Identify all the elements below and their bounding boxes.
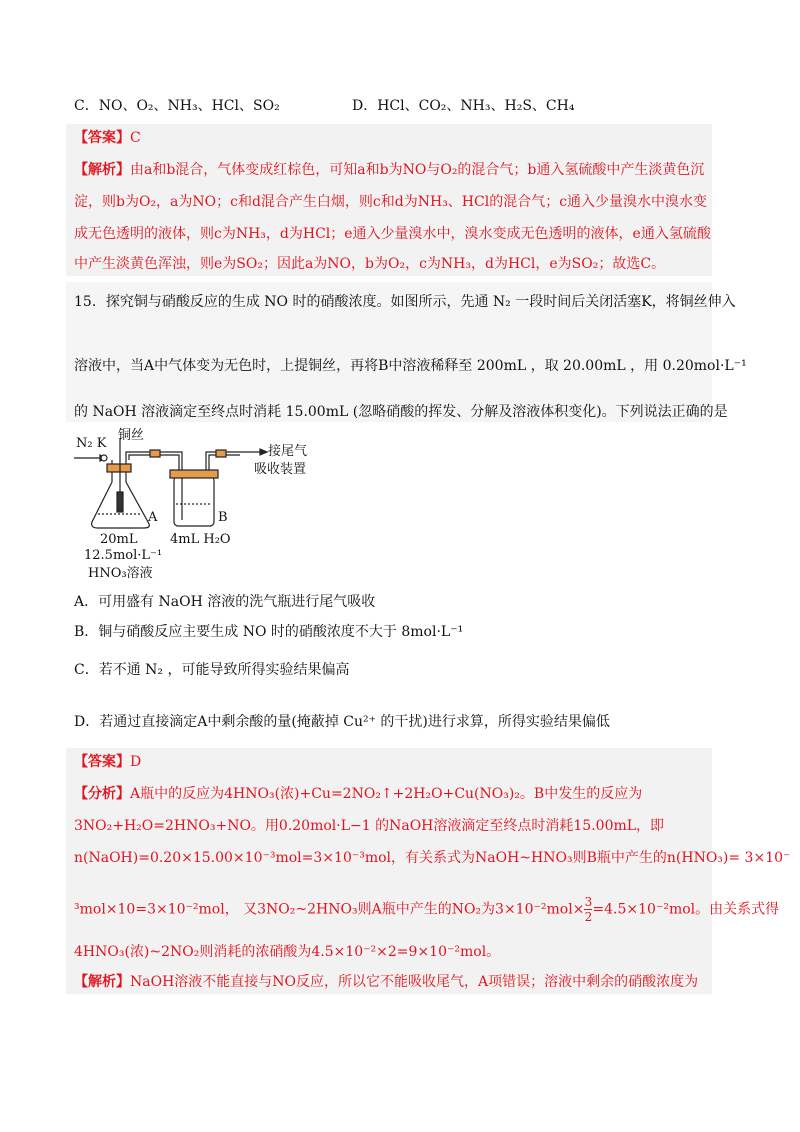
fraction-numerator: 3 (584, 895, 593, 909)
explain-text: NaOH溶液不能直接与NO反应，所以它不能吸收尾气，A项错误；溶液中剩余的硝酸浓度为 (130, 974, 699, 990)
fig-acid-a: HNO₃溶液 (88, 566, 153, 581)
option-b: B．铜与硝酸反应主要生成 NO 时的硝酸浓度不大于 8mol·L⁻¹ (74, 624, 464, 640)
answer-value: C (130, 130, 141, 146)
analysis-label: 【分析】 (74, 786, 130, 802)
analysis-q15-line-1 (74, 784, 642, 804)
fig-label-b: B (218, 510, 228, 525)
analysis-line-3: 成无色透明的液体，则c为NH₃，d为HCl；e通入少量溴水中，溴水变成无色透明的液体，e通入氢硫酸 (74, 226, 711, 242)
fig-tail: 接尾气 (268, 444, 308, 459)
analysis-q15-line-4 (74, 896, 779, 923)
copper-wire (117, 492, 123, 512)
fig-vol-a: 20mL (100, 532, 138, 547)
analysis-q15-line-3: n(NaOH)=0.20×15.00×10⁻³mol=3×10⁻³mol，有关系式为NaOH~HNO₃则B瓶中产生的n(HNO₃)= 3×10⁻ (74, 850, 791, 866)
analysis-line-2: 淀，则b为O₂，a为NO；c和d混合产生白烟，则c和d为NH₃、HCl的混合气；c通入少量溴水中溴水变 (74, 194, 708, 210)
answer-q14 (74, 128, 141, 148)
explain-q15-line-1 (74, 972, 698, 992)
option-a: A．可用盛有 NaOH 溶液的洗气瓶进行尾气吸收 (74, 594, 376, 610)
analysis-text: A瓶中的反应为4HNO₃(浓)+Cu=2NO₂↑+2H₂O+Cu(NO₃)₂。B中发生的反应为 (130, 786, 643, 802)
answer-value: D (130, 754, 142, 770)
fig-water-b: 4mL H₂O (170, 532, 231, 547)
fig-absorb: 吸收装置 (254, 462, 307, 477)
analysis-text: 由a和b混合，气体变成红棕色，可知a和b为NO与O₂的混合气；b通入氢硫酸中产生淡黄色沉 (130, 162, 705, 178)
analysis-text: =4.5×10⁻²mol。由关系式得 (592, 901, 780, 918)
outlet-arrowhead-icon (260, 449, 267, 455)
option-d-prev: D．HCl、CO₂、NH₃、H₂S、CH₄ (352, 98, 575, 114)
option-d: D．若通过直接滴定A中剩余酸的量(掩蔽掉 Cu²⁺ 的干扰)进行求算，所得实验结果偏低 (74, 714, 610, 730)
analysis-line-4: 中产生淡黄色浑浊，则e为SO₂；因此a为NO，b为O₂，c为NH₃，d为HCl，e为SO₂；故选C。 (74, 256, 666, 272)
fig-label-a: A (148, 510, 158, 525)
answer-q15 (74, 752, 141, 772)
analysis-text: ³mol×10=3×10⁻²mol， 又3NO₂~2HNO₃则A瓶中产生的NO₂为3×10⁻²mol× (74, 901, 585, 918)
analysis-q15-line-5: 4HNO₃(浓)~2NO₂则消耗的浓硝酸为4.5×10⁻²×2=9×10⁻²mol。 (74, 944, 501, 960)
fig-copper: 铜丝 (118, 428, 145, 443)
fig-conc-a: 12.5mol·L⁻¹ (84, 548, 163, 563)
option-c-prev: C．NO、O₂、NH₃、HCl、SO₂ (74, 98, 280, 114)
answer-label: 【答案】 (74, 130, 130, 146)
q15-stem-line-2: 溶液中，当A中气体变为无色时，上提铜丝，再将B中溶液稀释至 200mL ，取 20.00mL ，用 0.20mol·L⁻¹ (74, 358, 747, 374)
answer-label: 【答案】 (74, 754, 130, 770)
fig-n2k: N₂ K (76, 436, 107, 451)
fraction-denominator: 2 (584, 910, 593, 924)
analysis-label: 【解析】 (74, 162, 130, 178)
explain-label: 【解析】 (74, 974, 130, 990)
stopcock-icon (101, 455, 107, 461)
q15-stem-line-1: 15．探究铜与硝酸反应的生成 NO 时的硝酸浓度。如图所示，先通 N₂ 一段时间后关闭活塞K，将铜丝伸入 (74, 294, 736, 310)
q15-stem-line-3: 的 NaOH 溶液滴定至终点时消耗 15.00mL (忽略硝酸的挥发、分解及溶液体积变化)。下列说法正确的是 (74, 404, 728, 420)
analysis-line-1 (74, 160, 704, 180)
stopper-b (170, 470, 218, 478)
analysis-q15-line-2: 3NO₂+H₂O=2HNO₃+NO。用0.20mol·L−1 的NaOH溶液滴定至终点时消耗15.00mL，即 (74, 818, 665, 834)
bottle-b (174, 476, 214, 526)
option-c: C．若不通 N₂ ，可能导致所得实验结果偏高 (74, 662, 350, 678)
stopper-a (107, 464, 131, 472)
